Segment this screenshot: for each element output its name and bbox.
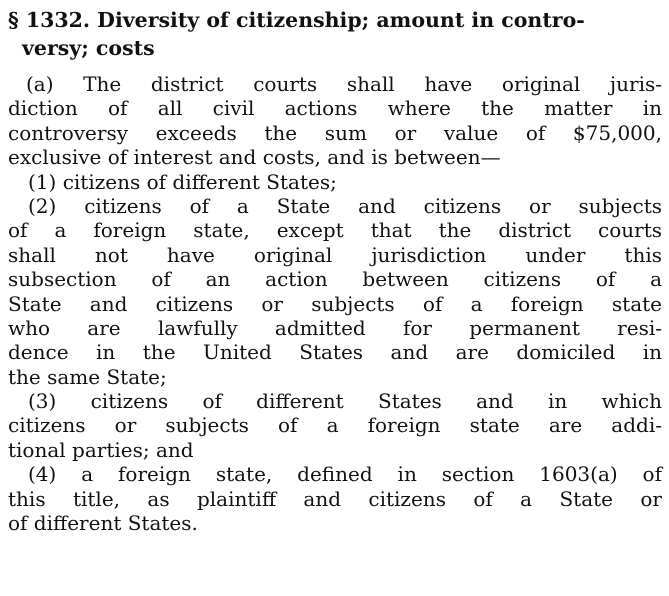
paragraph-2-line: State and citizens or subjects of a foreign state	[8, 291, 662, 316]
paragraph-3	[8, 389, 662, 462]
paragraph-4	[8, 462, 662, 535]
paragraph-2-line: subsection of an action between citizens of a	[8, 267, 662, 292]
subsection-a-line: controversy exceeds the sum or value of $75,000,	[8, 120, 662, 145]
paragraph-4-line: of different States.	[8, 511, 198, 536]
paragraph-1-line: (1) citizens of different States;	[28, 169, 337, 194]
paragraph-4-line: (4) a foreign state, defined in section 1603(a) of	[28, 462, 662, 487]
paragraph-3-line: (3) citizens of different States and in which	[28, 389, 662, 414]
paragraph-2-line: who are lawfully admitted for permanent resi-	[8, 315, 662, 340]
section-heading-line-1: § 1332. Diversity of citizenship; amount in contro-	[8, 8, 585, 32]
paragraph-2-line: the same State;	[8, 364, 167, 389]
subsection-a-line: diction of all civil actions where the matter in	[8, 96, 662, 121]
subsection-a	[8, 72, 662, 170]
paragraph-2-line: shall not have original jurisdiction under this	[8, 242, 662, 267]
paragraph-2	[8, 194, 662, 389]
paragraph-2-line: (2) citizens of a State and citizens or subjects	[28, 193, 662, 218]
section-heading-line-2: versy; costs	[22, 36, 155, 60]
section-heading	[8, 6, 662, 62]
subsection-a-line: exclusive of interest and costs, and is between—	[8, 145, 501, 170]
paragraph-2-line: of a foreign state, except that the district courts	[8, 218, 662, 243]
paragraph-3-line: tional parties; and	[8, 437, 194, 462]
subsection-a-line: (a) The district courts shall have original juris-	[26, 72, 662, 96]
paragraph-3-line: citizens or subjects of a foreign state are addi-	[8, 413, 662, 438]
paragraph-1	[8, 170, 662, 194]
paragraph-4-line: this title, as plaintiff and citizens of a State or	[8, 486, 662, 511]
statute-page	[8, 6, 662, 535]
paragraph-2-line: dence in the United States and are domiciled in	[8, 340, 662, 365]
